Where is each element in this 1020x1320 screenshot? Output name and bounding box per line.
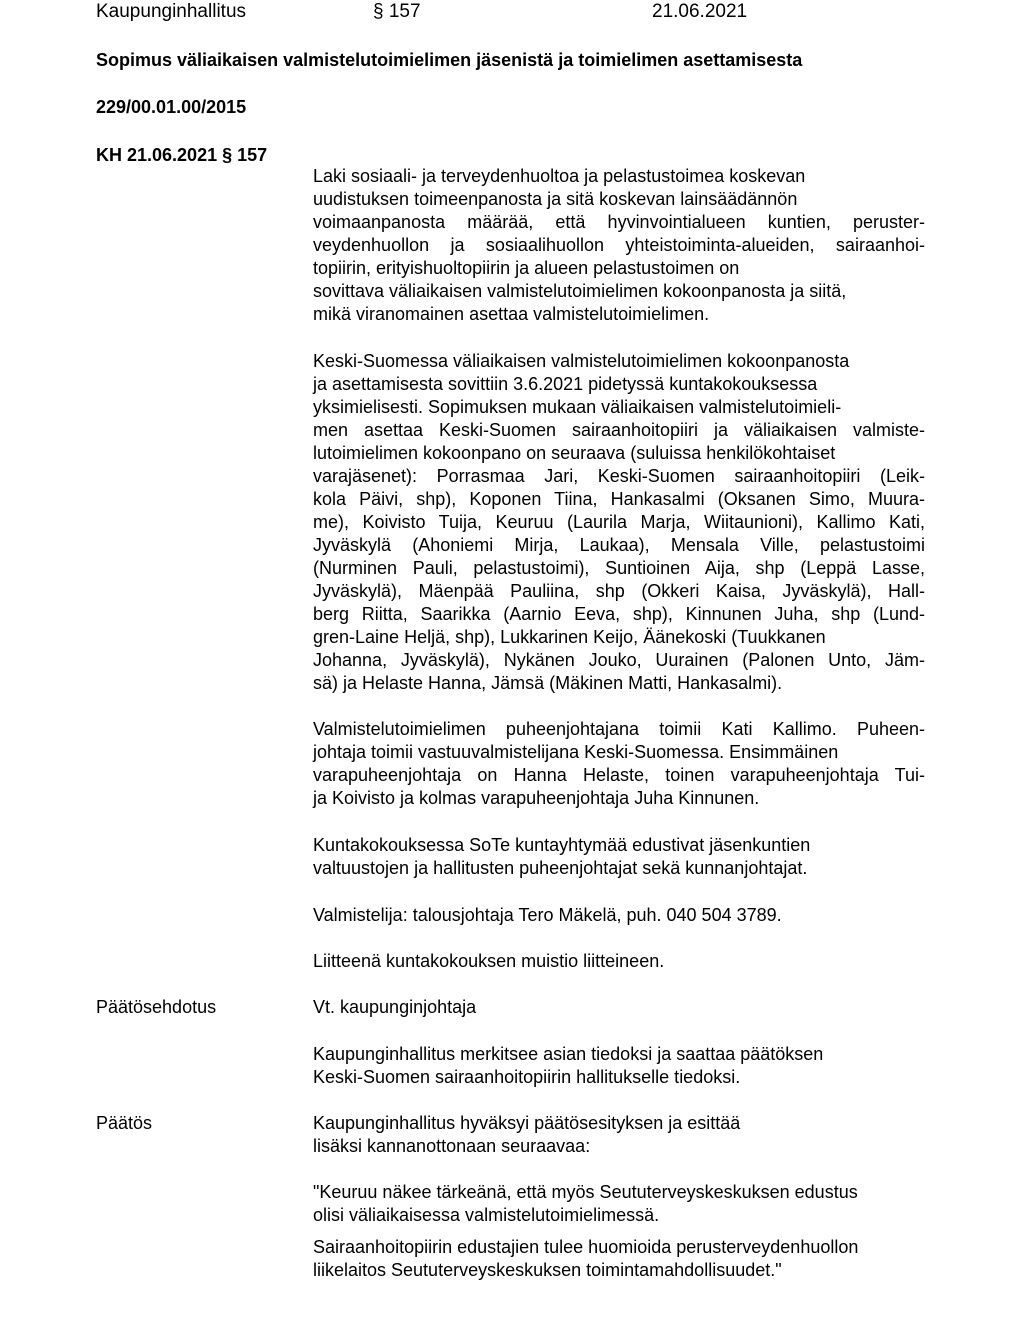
header-section: § 157 [373, 1, 421, 22]
text-line: yksimielisesti. Sopimuksen mukaan väliaikaisen valmistelutoimieli- [313, 397, 842, 417]
decision-quote-1 [313, 1181, 925, 1227]
paragraph-attachment [313, 950, 925, 973]
text-line: ja Koivisto ja kolmas varapuheenjohtaja Juha Kinnunen. [313, 788, 760, 808]
text-line: (Nurminen Pauli, pelastustoimi), Suntioinen Aija, shp (Leppä Lasse, [313, 558, 925, 578]
text-line: Keski-Suomessa väliaikaisen valmistelutoimielimen kokoonpanosta [313, 351, 850, 371]
text-line: lutoimielimen kokoonpano on seuraava (suluissa henkilökohtaiset [313, 443, 836, 463]
text-line: olisi väliaikaisessa valmistelutoimielimessä. [313, 1205, 660, 1225]
decision-quote-2 [313, 1236, 925, 1282]
text-line: topiirin, erityishuoltopiirin ja alueen pelastustoimen on [313, 258, 740, 278]
text-line: Keski-Suomen sairaanhoitopiirin hallitukselle tiedoksi. [313, 1067, 741, 1087]
text-line: mikä viranomainen asettaa valmistelutoimielimen. [313, 304, 710, 324]
text-line: gren-Laine Heljä, shp), Lukkarinen Keijo, Äänekoski (Tuukkanen [313, 627, 826, 647]
paragraph-composition [313, 350, 925, 695]
text-line: varajäsenet): Porrasmaa Jari, Keski-Suomen sairaanhoitopiiri (Leik- [313, 466, 925, 486]
text-line: berg Riitta, Saarikka (Aarnio Eeva, shp), Kinnunen Juha, shp (Lund- [313, 604, 925, 624]
header-organ: Kaupunginhallitus [96, 1, 247, 22]
text-line: me), Koivisto Tuija, Keuruu (Laurila Marja, Wiitaunioni), Kallimo Kati, [313, 512, 925, 532]
text-line: kola Päivi, shp), Koponen Tiina, Hankasalmi (Oksanen Simo, Muura- [313, 489, 925, 509]
text-line: Johanna, Jyväskylä), Nykänen Jouko, Uurainen (Palonen Unto, Jäm- [313, 650, 925, 670]
text-line: ja asettamisesta sovittiin 3.6.2021 pidetyssä kuntakokouksessa [313, 374, 818, 394]
text-line: sovittava väliaikaisen valmistelutoimielimen kokoonpanosta ja siitä, [313, 281, 847, 301]
text-line: veydenhuollon ja sosiaalihuollon yhteistoiminta-alueiden, sairaanhoi- [313, 235, 925, 255]
text-line: uudistuksen toimeenpanosta ja sitä koskevan lainsäädännön [313, 189, 798, 209]
text-line: "Keuruu näkee tärkeänä, että myös Seututerveyskeskuksen edustus [313, 1182, 858, 1202]
paragraph-preparer [313, 904, 925, 927]
text-line: Valmistelija: talousjohtaja Tero Mäkelä, puh. 040 504 3789. [313, 905, 782, 925]
paragraph-chair [313, 718, 925, 810]
text-line: varapuheenjohtaja on Hanna Helaste, toinen varapuheenjohtaja Tui- [313, 765, 925, 785]
text-line: Valmistelutoimielimen puheenjohtajana toimii Kati Kallimo. Puheen- [313, 719, 925, 739]
text-line: Laki sosiaali- ja terveydenhuoltoa ja pelastustoimea koskevan [313, 166, 806, 186]
paragraph-law [313, 165, 925, 326]
meeting-reference: KH 21.06.2021 § 157 [96, 145, 268, 165]
proposal-presenter: Vt. kaupunginjohtaja [313, 997, 477, 1017]
text-line: Kaupunginhallitus hyväksyi päätösesityksen ja esittää [313, 1113, 741, 1133]
text-line: Kuntakokouksessa SoTe kuntayhtymää edustivat jäsenkuntien [313, 835, 811, 855]
proposal-label: Päätösehdotus [96, 997, 217, 1017]
document-title: Sopimus väliaikaisen valmistelutoimielimen jäsenistä ja toimielimen asettamisesta [96, 50, 803, 70]
header-date: 21.06.2021 [652, 1, 748, 22]
text-line: valtuustojen ja hallitusten puheenjohtajat sekä kunnanjohtajat. [313, 858, 808, 878]
text-line: Jyväskylä), Mäenpää Pauliina, shp (Okkeri Kaisa, Jyväskylä), Hall- [313, 581, 925, 601]
text-line: Jyväskylä (Ahoniemi Mirja, Laukaa), Mensala Ville, pelastustoimi [313, 535, 925, 555]
text-line: Liitteenä kuntakokouksen muistio liitteineen. [313, 951, 665, 971]
paragraph-meeting [313, 834, 925, 880]
text-line: johtaja toimii vastuuvalmistelijana Keski-Suomessa. Ensimmäinen [313, 742, 839, 762]
decision-text [313, 1112, 925, 1158]
text-line: sä) ja Helaste Hanna, Jämsä (Mäkinen Matti, Hankasalmi). [313, 673, 783, 693]
decision-label: Päätös [96, 1113, 153, 1133]
text-line: Kaupunginhallitus merkitsee asian tiedoksi ja saattaa päätöksen [313, 1044, 824, 1064]
text-line: voimaanpanosta määrää, että hyvinvointialueen kuntien, peruster- [313, 212, 925, 232]
diary-number: 229/00.01.00/2015 [96, 97, 247, 117]
text-line: Sairaanhoitopiirin edustajien tulee huomioida perusterveydenhuollon [313, 1237, 859, 1257]
proposal-text [313, 1043, 925, 1089]
text-line: liikelaitos Seututerveyskeskuksen toimintamahdollisuudet." [313, 1260, 782, 1280]
text-line: lisäksi kannanottonaan seuraavaa: [313, 1136, 591, 1156]
text-line: men asettaa Keski-Suomen sairaanhoitopiiri ja väliaikaisen valmiste- [313, 420, 925, 440]
